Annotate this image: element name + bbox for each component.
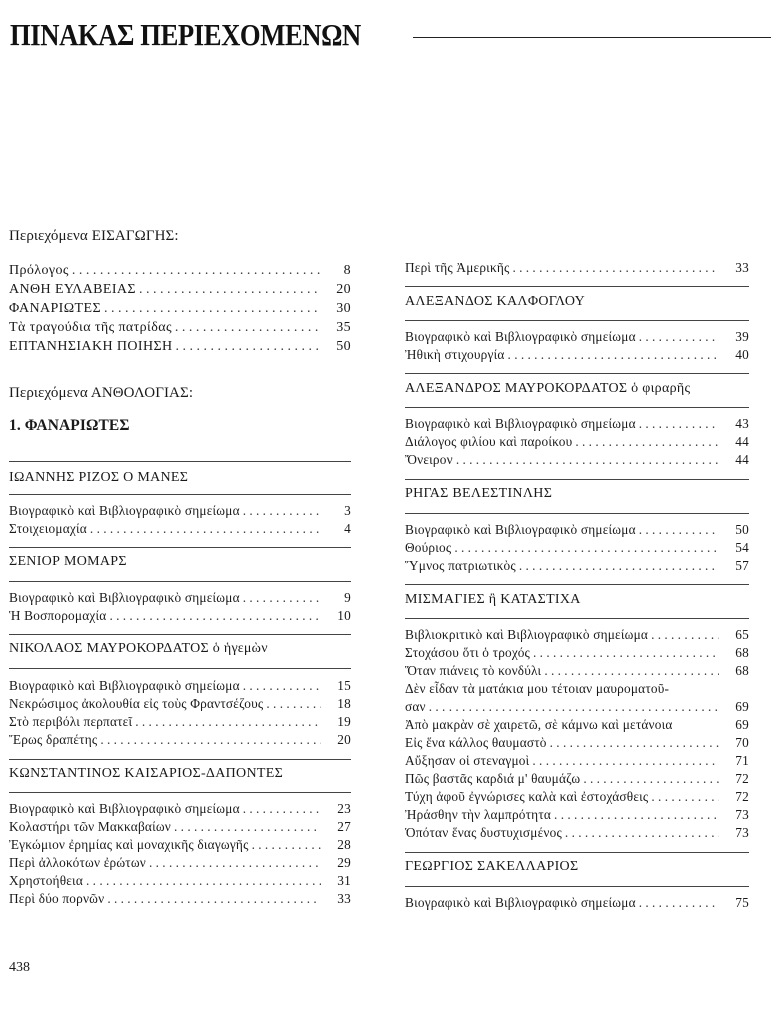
entry-title: Δὲν εἶδαν τὰ ματάκια μου τέτοιαν μαυροματοῦ- bbox=[405, 681, 670, 696]
dot-leader bbox=[100, 731, 321, 749]
dot-leader bbox=[174, 818, 321, 836]
divider bbox=[405, 479, 749, 480]
entry-title-continued: σαν bbox=[405, 699, 426, 714]
entry-page: 33 bbox=[735, 260, 749, 275]
entry-page: 23 bbox=[337, 801, 351, 816]
toc-entry[interactable] bbox=[405, 716, 749, 734]
author-entries bbox=[405, 521, 749, 575]
entry-title: Χρηστοήθεια bbox=[9, 873, 84, 888]
dot-leader bbox=[508, 346, 719, 364]
entry-title: ΦΑΝΑΡΙΩΤΕΣ bbox=[9, 301, 101, 316]
entry-title: Ἠράσθην τὴν λαμπρότητα bbox=[405, 807, 552, 822]
dot-leader bbox=[651, 626, 719, 644]
entry-page: 19 bbox=[337, 714, 351, 729]
entry-page: 20 bbox=[337, 732, 351, 747]
dot-leader bbox=[651, 788, 719, 806]
entry-title: Ἀπὸ μακρὰν σὲ χαιρετῶ, σὲ κάμνω καὶ μετάνοια bbox=[405, 717, 673, 732]
dot-leader bbox=[519, 557, 719, 575]
entry-page: 18 bbox=[337, 696, 351, 711]
entry-title: Βιογραφικὸ καὶ Βιβλιογραφικὸ σημείωμα bbox=[9, 503, 240, 518]
toc-entry[interactable] bbox=[9, 280, 351, 299]
intro-heading: Περιεχόμενα ΕΙΣΑΓΩΓΗΣ: bbox=[9, 228, 179, 244]
dot-leader bbox=[639, 415, 719, 433]
entry-page: 33 bbox=[337, 891, 351, 906]
entry-title: Βιογραφικὸ καὶ Βιβλιογραφικὸ σημείωμα bbox=[9, 678, 240, 693]
divider bbox=[405, 852, 749, 853]
toc-entry[interactable] bbox=[9, 695, 351, 713]
dot-leader bbox=[532, 752, 719, 770]
entry-page: 9 bbox=[344, 590, 351, 605]
toc-entry[interactable] bbox=[405, 752, 749, 770]
toc-entry[interactable] bbox=[405, 734, 749, 752]
divider bbox=[405, 618, 749, 619]
entry-page: 72 bbox=[735, 771, 749, 786]
toc-entry[interactable] bbox=[9, 854, 351, 872]
dot-leader bbox=[550, 734, 719, 752]
dot-leader bbox=[639, 328, 719, 346]
entry-page: 70 bbox=[735, 735, 749, 750]
author-heading: ΙΩΑΝΝΗΣ ΡΙΖΟΣ Ο ΜΑΝΕΣ bbox=[9, 470, 189, 485]
entry-page: 73 bbox=[735, 825, 749, 840]
entry-title: Νεκρώσιμος ἀκολουθία εἰς τοὺς Φραντσέζους bbox=[9, 696, 264, 711]
entry-page: 4 bbox=[344, 521, 351, 536]
entry-page: 35 bbox=[336, 320, 351, 335]
dot-leader bbox=[429, 698, 719, 716]
entry-page: 68 bbox=[735, 663, 749, 678]
divider bbox=[405, 407, 749, 408]
dot-leader bbox=[107, 890, 321, 908]
divider bbox=[9, 759, 351, 760]
entry-title: Στοιχειομαχία bbox=[9, 521, 87, 536]
dot-leader bbox=[533, 644, 719, 662]
entry-page: 69 bbox=[735, 699, 749, 714]
entry-title: Βιογραφικὸ καὶ Βιβλιογραφικὸ σημείωμα bbox=[405, 329, 636, 344]
toc-entry[interactable] bbox=[405, 788, 749, 806]
entry-page: 75 bbox=[735, 895, 749, 910]
author-heading: ΓΕΩΡΓΙΟΣ ΣΑΚΕΛΛΑΡΙΟΣ bbox=[405, 859, 579, 874]
toc-entry[interactable] bbox=[9, 713, 351, 731]
toc-entry[interactable] bbox=[405, 824, 749, 842]
dot-leader bbox=[86, 872, 321, 890]
page-number: 438 bbox=[9, 960, 30, 975]
entry-page: 72 bbox=[735, 789, 749, 804]
entry-page: 29 bbox=[337, 855, 351, 870]
toc-entry[interactable] bbox=[405, 894, 749, 912]
entry-title: Ὄνειρον bbox=[405, 452, 453, 467]
toc-entry[interactable] bbox=[9, 818, 351, 836]
divider bbox=[405, 584, 749, 585]
entry-title: Περὶ τῆς Ἀμερικῆς bbox=[405, 260, 510, 275]
page-header bbox=[10, 10, 771, 50]
dot-leader bbox=[149, 854, 321, 872]
toc-entry[interactable] bbox=[405, 806, 749, 824]
dot-leader bbox=[176, 337, 321, 356]
entry-title: Βιογραφικὸ καὶ Βιβλιογραφικὸ σημείωμα bbox=[405, 895, 636, 910]
dot-leader bbox=[639, 894, 719, 912]
toc-entry[interactable] bbox=[405, 770, 749, 788]
dot-leader bbox=[243, 800, 321, 818]
entry-title: Διάλογος φιλίου καὶ παροίκου bbox=[405, 434, 573, 449]
dot-leader bbox=[243, 589, 321, 607]
toc-entry[interactable] bbox=[9, 890, 351, 908]
divider bbox=[9, 792, 351, 793]
entry-title: Αὔξησαν οἱ στεναγμοὶ bbox=[405, 753, 530, 768]
entry-title: Στοχάσου ὅτι ὁ τροχός bbox=[405, 645, 531, 660]
toc-entry[interactable] bbox=[405, 451, 749, 469]
dot-leader bbox=[72, 261, 321, 280]
section-title: 1. ΦΑΝΑΡΙΩΤΕΣ bbox=[9, 417, 130, 434]
dot-leader bbox=[135, 713, 321, 731]
divider bbox=[405, 886, 749, 887]
entry-title: Ἐγκώμιον ἐρημίας καὶ μοναχικῆς διαγωγῆς bbox=[9, 837, 249, 852]
author-entries bbox=[405, 626, 749, 842]
dot-leader bbox=[544, 662, 719, 680]
dot-leader bbox=[104, 299, 321, 318]
dot-leader bbox=[454, 539, 719, 557]
divider bbox=[405, 373, 749, 374]
toc-entry[interactable] bbox=[9, 502, 351, 520]
author-heading: ΝΙΚΟΛΑΟΣ ΜΑΥΡΟΚΟΡΔΑΤΟΣ ὁ ἡγεμὼν bbox=[9, 641, 268, 656]
dot-leader bbox=[565, 824, 719, 842]
toc-entry[interactable] bbox=[9, 607, 351, 625]
author-entries bbox=[405, 415, 749, 469]
entry-title: Περὶ δύο πορνῶν bbox=[9, 891, 105, 906]
toc-entry[interactable] bbox=[405, 328, 749, 346]
entry-title: Πρόλογος bbox=[9, 263, 69, 278]
dot-leader bbox=[139, 280, 321, 299]
divider bbox=[9, 547, 351, 548]
entry-page: 54 bbox=[735, 540, 749, 555]
entry-title: ΕΠΤΑΝΗΣΙΑΚΗ ΠΟΙΗΣΗ bbox=[9, 339, 173, 354]
entry-title: Βιογραφικὸ καὶ Βιβλιογραφικὸ σημείωμα bbox=[9, 590, 240, 605]
entry-title: ΑΝΘΗ ΕΥΛΑΒΕΙΑΣ bbox=[9, 282, 136, 297]
dot-leader bbox=[243, 502, 321, 520]
divider bbox=[9, 494, 351, 495]
author-entries bbox=[9, 800, 351, 908]
toc-entry[interactable] bbox=[405, 415, 749, 433]
divider bbox=[405, 320, 749, 321]
author-entries bbox=[9, 589, 351, 625]
author-heading: ΡΗΓΑΣ ΒΕΛΕΣΤΙΝΛΗΣ bbox=[405, 486, 553, 501]
divider bbox=[9, 461, 351, 462]
intro-entries bbox=[9, 261, 351, 356]
toc-entry[interactable] bbox=[9, 520, 351, 538]
toc-entry[interactable] bbox=[9, 731, 351, 749]
entry-page: 39 bbox=[735, 329, 749, 344]
entry-page: 40 bbox=[735, 347, 749, 362]
entry-title: Στὸ περιβόλι περπατεῖ bbox=[9, 714, 133, 729]
entry-page: 50 bbox=[336, 339, 351, 354]
author-entries bbox=[405, 328, 749, 364]
entry-title: Πῶς βαστᾶς καρδιά μ' θαυμάζω bbox=[405, 771, 581, 786]
entry-title: Ὕμνος πατριωτικὸς bbox=[405, 558, 516, 573]
entry-page: 71 bbox=[735, 753, 749, 768]
toc-entry[interactable] bbox=[9, 261, 351, 280]
dot-leader bbox=[639, 521, 719, 539]
divider bbox=[405, 286, 749, 287]
divider bbox=[9, 668, 351, 669]
divider bbox=[9, 581, 351, 582]
entry-page: 27 bbox=[337, 819, 351, 834]
toc-entry[interactable] bbox=[405, 521, 749, 539]
toc-entry[interactable] bbox=[9, 589, 351, 607]
author-heading: ΑΛΕΞΑΝΔΡΟΣ ΜΑΥΡΟΚΟΡΔΑΤΟΣ ὁ φιραρῆς bbox=[405, 381, 691, 396]
dot-leader bbox=[90, 520, 321, 538]
toc-entry[interactable] bbox=[405, 644, 749, 662]
toc-entry[interactable] bbox=[9, 318, 351, 337]
entry-page: 65 bbox=[735, 627, 749, 642]
toc-entry[interactable] bbox=[9, 299, 351, 318]
entry-page: 8 bbox=[343, 263, 351, 278]
entry-page: 69 bbox=[735, 717, 749, 732]
toc-entry[interactable] bbox=[9, 677, 351, 695]
toc-entry[interactable] bbox=[405, 539, 749, 557]
entry-page: 43 bbox=[735, 416, 749, 431]
entry-page: 10 bbox=[337, 608, 351, 623]
dot-leader bbox=[456, 451, 719, 469]
author-heading: ΣΕΝΙΟΡ ΜΟΜΑΡΣ bbox=[9, 554, 127, 569]
toc-entry[interactable] bbox=[405, 680, 749, 698]
toc-entry[interactable] bbox=[405, 557, 749, 575]
entry-title: Βιβλιοκριτικὸ καὶ Βιβλιογραφικὸ σημείωμα bbox=[405, 627, 649, 642]
entry-page: 73 bbox=[735, 807, 749, 822]
author-heading: ΜΙΣΜΑΓΙΕΣ ἢ ΚΑΤΑΣΤΙΧΑ bbox=[405, 592, 581, 607]
dot-leader bbox=[252, 836, 321, 854]
toc-entry[interactable] bbox=[405, 626, 749, 644]
toc-entry[interactable] bbox=[9, 836, 351, 854]
entry-page: 31 bbox=[337, 873, 351, 888]
divider bbox=[9, 634, 351, 635]
divider bbox=[405, 513, 749, 514]
entry-title: Θούριος bbox=[405, 540, 452, 555]
entry-title: Ἠθικὴ στιχουργία bbox=[405, 347, 505, 362]
entry-title: Ἡ Βοσπορομαχία bbox=[9, 608, 107, 623]
dot-leader bbox=[109, 607, 321, 625]
author-heading: ΑΛΕΞΑΝΔΟΣ ΚΑΛΦΟΓΛΟΥ bbox=[405, 294, 585, 309]
entry-page: 30 bbox=[336, 301, 351, 316]
toc-entry[interactable] bbox=[405, 259, 749, 277]
page-title: ΠΙΝΑΚΑΣ ΠΕΡΙΕΧΟΜΕΝΩΝ bbox=[10, 17, 361, 52]
entry-title: Περὶ ἀλλοκότων ἐρώτων bbox=[9, 855, 146, 870]
author-entries-continued bbox=[405, 259, 749, 277]
dot-leader bbox=[554, 806, 719, 824]
entry-title: Ἔρως δραπέτης bbox=[9, 732, 98, 747]
dot-leader bbox=[512, 259, 719, 277]
dot-leader bbox=[583, 770, 719, 788]
dot-leader bbox=[243, 677, 321, 695]
dot-leader bbox=[175, 318, 321, 337]
toc-entry[interactable] bbox=[9, 800, 351, 818]
entry-title: Βιογραφικὸ καὶ Βιβλιογραφικὸ σημείωμα bbox=[9, 801, 240, 816]
entry-page: 44 bbox=[735, 452, 749, 467]
toc-entry[interactable] bbox=[405, 662, 749, 680]
entry-title: Τὰ τραγούδια τῆς πατρίδας bbox=[9, 320, 172, 335]
entry-page: 3 bbox=[344, 503, 351, 518]
author-heading: ΚΩΝΣΤΑΝΤΙΝΟΣ ΚΑΙΣΑΡΙΟΣ-ΔΑΠΟΝΤΕΣ bbox=[9, 766, 284, 781]
toc-entry[interactable] bbox=[405, 346, 749, 364]
anthology-heading: Περιεχόμενα ΑΝΘΟΛΟΓΙΑΣ: bbox=[9, 385, 194, 401]
entry-title: Ὅταν πιάνεις τὸ κονδύλι bbox=[405, 663, 542, 678]
entry-title: Βιογραφικὸ καὶ Βιβλιογραφικὸ σημείωμα bbox=[405, 416, 636, 431]
dot-leader bbox=[266, 695, 321, 713]
toc-entry[interactable] bbox=[9, 872, 351, 890]
entry-page: 20 bbox=[336, 282, 351, 297]
entry-page: 28 bbox=[337, 837, 351, 852]
entry-title: Βιογραφικὸ καὶ Βιβλιογραφικὸ σημείωμα bbox=[405, 522, 636, 537]
entry-page: 15 bbox=[337, 678, 351, 693]
entry-page: 68 bbox=[735, 645, 749, 660]
dot-leader bbox=[575, 433, 719, 451]
author-entries bbox=[9, 677, 351, 749]
entry-title: Τύχη ἀφοῦ ἐγνώρισες καλὰ καὶ ἐστοχάσθεις bbox=[405, 789, 649, 804]
title-underline bbox=[413, 37, 771, 38]
entry-page: 57 bbox=[735, 558, 749, 573]
entry-title: Εἰς ἕνα κάλλος θαυμαστὸ bbox=[405, 735, 547, 750]
toc-entry[interactable] bbox=[9, 337, 351, 356]
author-entries bbox=[405, 894, 749, 912]
toc-entry[interactable] bbox=[405, 433, 749, 451]
entry-title: Κολαστήρι τῶν Μακκαβαίων bbox=[9, 819, 172, 834]
author-entries bbox=[9, 502, 351, 538]
entry-page: 50 bbox=[735, 522, 749, 537]
entry-page: 44 bbox=[735, 434, 749, 449]
entry-title: Ὁπόταν ἕνας δυστυχισμένος bbox=[405, 825, 562, 840]
toc-entry-continuation[interactable] bbox=[405, 698, 749, 716]
